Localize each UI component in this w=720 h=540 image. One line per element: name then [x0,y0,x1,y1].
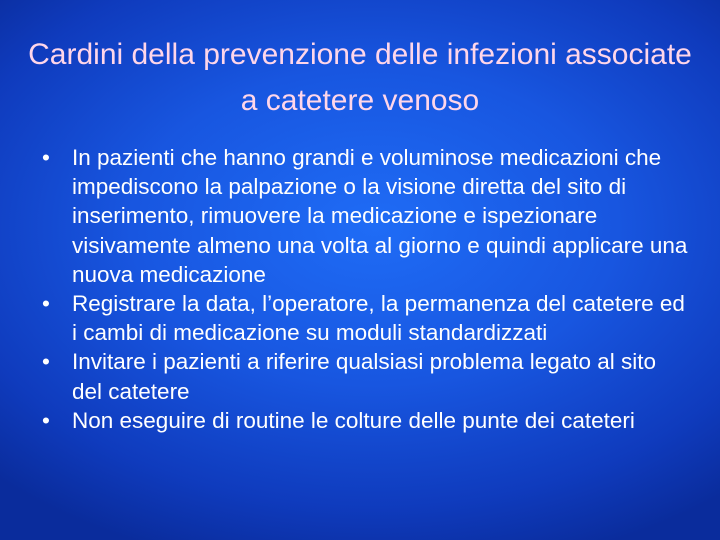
bullet-text: In pazienti che hanno grandi e voluminose medicazioni che impediscono la palpazione o la visione diretta del sito di inserimento, rimuovere la medicazione e ispezionare visivamente almeno una volta al giorno e quindi applicare una nuova medicazione [72,145,688,287]
bullet-item [42,143,692,289]
bullet-list [42,143,692,435]
bullet-item [42,347,692,405]
bullet-glyph: • [42,407,50,433]
bullet-item [42,289,692,347]
slide-title: Cardini della prevenzione delle infezioni associate a catetere venoso [28,38,692,117]
bullet-glyph: • [42,349,50,375]
bullet-text: Non eseguire di routine le colture delle punte dei cateteri [72,407,635,433]
bullet-glyph: • [42,291,50,317]
bullet-glyph: • [42,145,50,170]
bullet-item [42,406,692,435]
bullet-text: Invitare i pazienti a riferire qualsiasi problema legato al sito del catetere [72,349,657,404]
bullet-text: Registrare la data, l’operatore, la permanenza del catetere ed i cambi di medicazione su moduli standardizzati [72,291,685,346]
